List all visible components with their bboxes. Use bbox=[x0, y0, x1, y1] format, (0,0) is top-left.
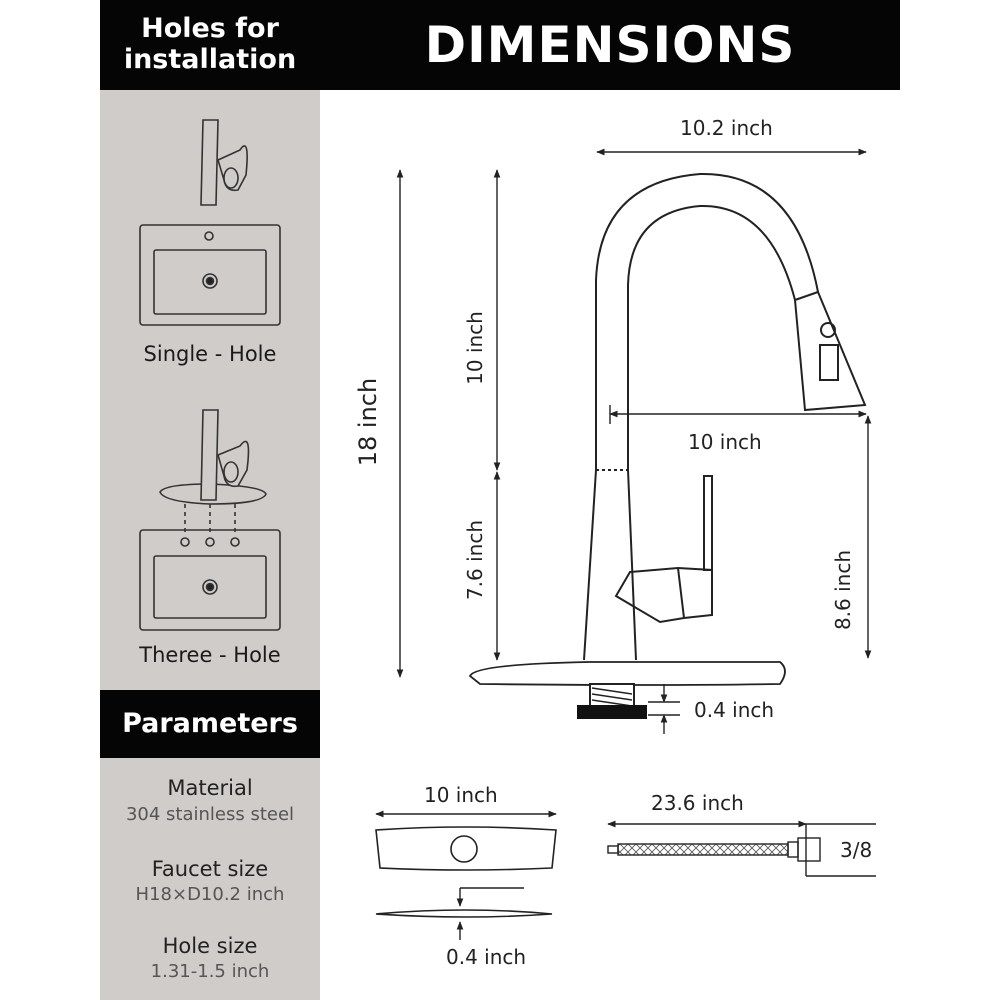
param-faucet-size-label: Faucet size bbox=[151, 857, 269, 881]
param-hole-size-label: Hole size bbox=[162, 934, 258, 958]
single-hole-label: Single - Hole bbox=[143, 342, 277, 366]
dimension-lines bbox=[400, 152, 868, 734]
three-hole-label: Theree - Hole bbox=[139, 643, 281, 667]
holes-header-line2: installation bbox=[123, 44, 297, 75]
dim-total-height: 18 inch bbox=[354, 377, 382, 467]
three-hole-illustration bbox=[140, 410, 280, 630]
single-hole-illustration bbox=[140, 120, 280, 325]
param-material-value: 304 stainless steel bbox=[125, 804, 295, 825]
dim-spout-offset: 10 inch bbox=[688, 430, 762, 454]
parameters-header: Parameters bbox=[100, 690, 320, 758]
page-title: DIMENSIONS bbox=[320, 0, 900, 90]
dim-spout-reach: 10.2 inch bbox=[680, 116, 773, 140]
param-hole-size-value: 1.31-1.5 inch bbox=[150, 961, 270, 982]
hose-detail bbox=[608, 824, 876, 876]
dim-hose-connector: 3/8 bbox=[840, 838, 873, 862]
dim-plate-thickness: 0.4 inch bbox=[446, 945, 527, 969]
dim-lower-height: 7.6 inch bbox=[463, 519, 487, 601]
faucet-drawing bbox=[470, 174, 865, 718]
dim-spout-height: 8.6 inch bbox=[831, 549, 855, 631]
dim-plate-width: 10 inch bbox=[424, 783, 498, 807]
param-faucet-size-value: H18×D10.2 inch bbox=[135, 884, 285, 905]
param-material-label: Material bbox=[167, 776, 253, 800]
dim-upper-height: 10 inch bbox=[463, 311, 487, 385]
dim-deck-thickness: 0.4 inch bbox=[694, 698, 775, 722]
deck-plate-detail bbox=[376, 814, 556, 940]
dim-hose-length: 23.6 inch bbox=[651, 791, 744, 815]
holes-header-line1: Holes for bbox=[141, 13, 279, 44]
